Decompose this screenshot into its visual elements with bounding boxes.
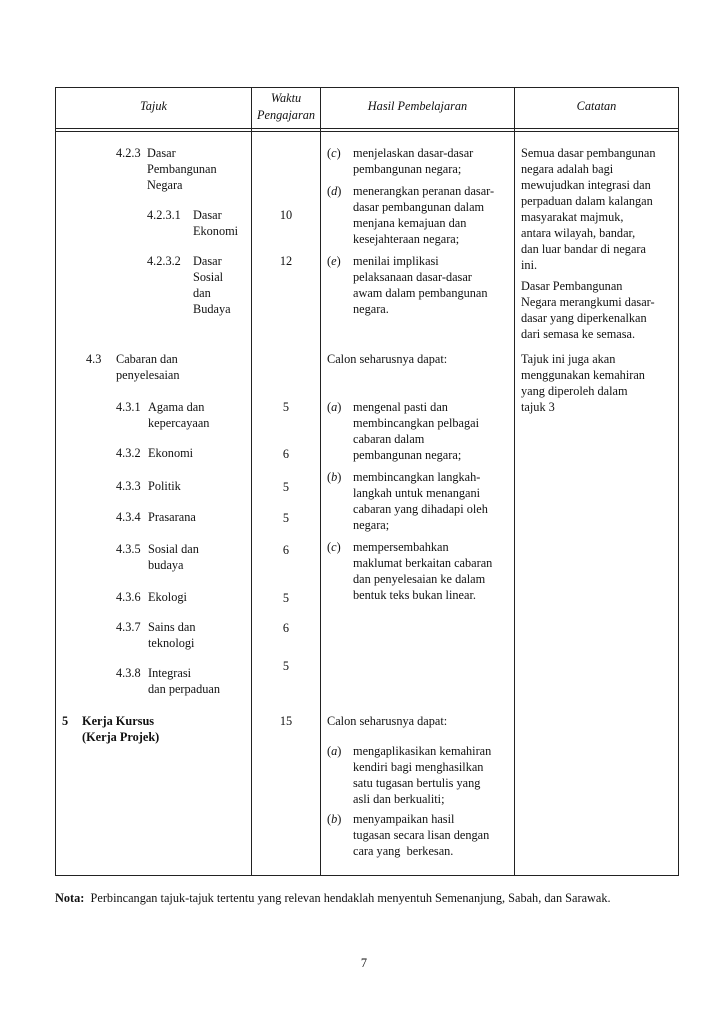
outcome-text: negara.: [353, 302, 389, 316]
note-text: mewujudkan integrasi dan: [521, 178, 651, 192]
subtopic-number: 4.3.8: [116, 666, 141, 680]
subtopic-number: 4.3.2: [116, 446, 141, 460]
subtopic-number: 4.3.7: [116, 620, 141, 634]
col-divider-3: [514, 87, 515, 876]
time-value: 5: [282, 659, 290, 673]
note-text: tajuk 3: [521, 400, 555, 414]
time-value: 5: [282, 591, 290, 605]
outcome-text: kendiri bagi menghasilkan: [353, 760, 484, 774]
subtopic-number: 4.3.4: [116, 510, 141, 524]
subtopic-title: dan: [193, 286, 211, 300]
header-bottom-border-2: [55, 131, 679, 132]
header-tajuk: Tajuk: [140, 99, 167, 113]
note-text: Dasar Pembangunan: [521, 279, 623, 293]
outcome-label: (e): [327, 254, 341, 268]
outcome-text: menyampaikan hasil: [353, 812, 455, 826]
subtopic-title: Ekologi: [148, 590, 187, 604]
table-top-border: [55, 87, 679, 88]
topic-number: 4.2.3: [116, 146, 141, 160]
note-text: masyarakat majmuk,: [521, 210, 624, 224]
note-text: Tajuk ini juga akan: [521, 352, 616, 366]
subtopic-title: Dasar: [193, 208, 222, 222]
outcome-text: menerangkan peranan dasar-: [353, 184, 495, 198]
time-value: 5: [282, 480, 290, 494]
outcome-text: langkah untuk menangani: [353, 486, 481, 500]
table-bottom-border: [55, 875, 679, 876]
subtopic-title: Ekonomi: [193, 224, 239, 238]
outcome-text: cara yang berkesan.: [353, 844, 454, 858]
subtopic-title: teknologi: [148, 636, 195, 650]
outcome-text: cabaran yang dihadapi oleh: [353, 502, 488, 516]
time-value: 5: [282, 400, 290, 414]
topic-title: Negara: [147, 178, 183, 192]
outcome-text: cabaran dalam: [353, 432, 425, 446]
subtopic-title: Ekonomi: [148, 446, 194, 460]
subtopic-number: 4.2.3.1: [147, 208, 181, 222]
subtopic-number: 4.3.1: [116, 400, 141, 414]
subtopic-title: Sosial dan: [148, 542, 199, 556]
note-text: dan luar bandar di negara: [521, 242, 646, 256]
note-text: dari semasa ke semasa.: [521, 327, 636, 341]
note-text: antara wilayah, bandar,: [521, 226, 636, 240]
footer-note-text: Perbincangan tajuk-tajuk tertentu yang relevan hendaklah menyentuh Semenanjung, Sabah, dan Sarawak.: [90, 891, 611, 905]
subtopic-title: dan perpaduan: [148, 682, 221, 696]
topic-title: Pembangunan: [147, 162, 217, 176]
topic-number: 5: [62, 714, 69, 728]
subtopic-title: Agama dan: [148, 400, 205, 414]
outcome-text: tugasan secara lisan dengan: [353, 828, 490, 842]
note-text: ini.: [521, 258, 538, 272]
outcome-text: pembangunan negara;: [353, 162, 462, 176]
outcome-label: (b): [327, 812, 342, 826]
outcome-text: membincangkan pelbagai: [353, 416, 479, 430]
outcome-label: (c): [327, 146, 341, 160]
page-number: 7: [360, 956, 368, 970]
outcome-text: kesejahteraan negara;: [353, 232, 460, 246]
subtopic-title: Budaya: [193, 302, 231, 316]
header-bottom-border: [55, 128, 679, 129]
subtopic-title: Integrasi: [148, 666, 192, 680]
subtopic-title: budaya: [148, 558, 184, 572]
outcome-intro: Calon seharusnya dapat:: [327, 352, 448, 366]
note-text: dasar yang diperkenalkan: [521, 311, 647, 325]
topic-title: penyelesaian: [116, 368, 180, 382]
header-pengajaran: Pengajaran: [256, 108, 316, 122]
note-text: Negara merangkumi dasar-: [521, 295, 655, 309]
subtopic-title: kepercayaan: [148, 416, 210, 430]
table-left-border: [55, 87, 56, 876]
topic-title: Cabaran dan: [116, 352, 178, 366]
subtopic-title: Politik: [148, 479, 181, 493]
note-text: yang diperoleh dalam: [521, 384, 628, 398]
topic-title: (Kerja Projek): [82, 730, 160, 744]
time-value: 12: [279, 254, 293, 268]
header-waktu: Waktu: [270, 91, 302, 105]
outcome-label: (a): [327, 744, 342, 758]
outcome-text: dan penyelesaian ke dalam: [353, 572, 486, 586]
col-divider-2: [320, 87, 321, 876]
subtopic-number: 4.3.3: [116, 479, 141, 493]
note-text: Semua dasar pembangunan: [521, 146, 656, 160]
outcome-intro: Calon seharusnya dapat:: [327, 714, 448, 728]
time-value: 5: [282, 511, 290, 525]
outcome-text: menjelaskan dasar-dasar: [353, 146, 474, 160]
topic-number: 4.3: [86, 352, 102, 366]
outcome-text: asli dan berkualiti;: [353, 792, 445, 806]
outcome-label: (b): [327, 470, 342, 484]
outcome-text: mengaplikasikan kemahiran: [353, 744, 492, 758]
outcome-text: bentuk teks bukan linear.: [353, 588, 476, 602]
note-text: menggunakan kemahiran: [521, 368, 645, 382]
subtopic-title: Sosial: [193, 270, 224, 284]
outcome-text: satu tugasan bertulis yang: [353, 776, 481, 790]
outcome-text: dasar pembangunan dalam: [353, 200, 485, 214]
outcome-text: menilai implikasi: [353, 254, 439, 268]
topic-title: Dasar: [147, 146, 176, 160]
outcome-text: menjana kemajuan dan: [353, 216, 467, 230]
outcome-text: mempersembahkan: [353, 540, 449, 554]
footer-note: [55, 891, 611, 907]
header-catatan: Catatan: [576, 99, 617, 113]
topic-title: Kerja Kursus: [82, 714, 155, 728]
subtopic-title: Sains dan: [148, 620, 196, 634]
time-value: 6: [282, 447, 290, 461]
time-value: 10: [279, 208, 293, 222]
subtopic-number: 4.3.6: [116, 590, 141, 604]
note-text: perpaduan dalam kalangan: [521, 194, 653, 208]
outcome-text: mengenal pasti dan: [353, 400, 448, 414]
outcome-text: negara;: [353, 518, 390, 532]
footer-note-label: Nota:: [55, 891, 85, 905]
note-text: negara adalah bagi: [521, 162, 614, 176]
outcome-text: pelaksanaan dasar-dasar: [353, 270, 472, 284]
subtopic-number: 4.2.3.2: [147, 254, 181, 268]
header-hasil-pembelajaran: Hasil Pembelajaran: [367, 99, 468, 113]
outcome-text: awam dalam pembangunan: [353, 286, 488, 300]
time-value: 6: [282, 543, 290, 557]
outcome-text: maklumat berkaitan cabaran: [353, 556, 493, 570]
outcome-text: membincangkan langkah-: [353, 470, 481, 484]
outcome-text: pembangunan negara;: [353, 448, 462, 462]
time-value: 15: [279, 714, 293, 728]
outcome-label: (c): [327, 540, 341, 554]
time-value: 6: [282, 621, 290, 635]
table-right-border: [678, 87, 679, 876]
subtopic-number: 4.3.5: [116, 542, 141, 556]
outcome-label: (d): [327, 184, 342, 198]
outcome-label: (a): [327, 400, 342, 414]
subtopic-title: Dasar: [193, 254, 222, 268]
subtopic-title: Prasarana: [148, 510, 196, 524]
